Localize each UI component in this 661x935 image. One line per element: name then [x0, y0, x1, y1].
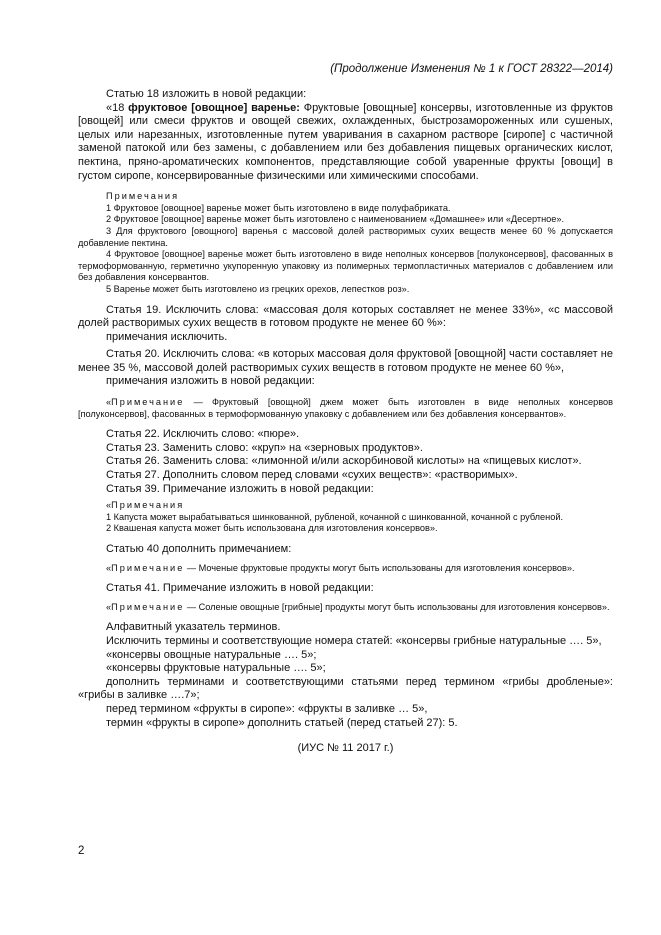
note-prefix: «: [106, 397, 112, 408]
art18-intro: Статью 18 изложить в новой редакции:: [106, 88, 307, 100]
index-line: дополнить терминами и соответствующими статьями перед термином «грибы дробленые»: «грибы в заливке ….7»;: [78, 675, 613, 702]
note-label: Примечание: [111, 562, 185, 573]
index-line: «консервы овощные натуральные …. 5»;: [106, 648, 317, 661]
article-line: Статья 27. Дополнить словом перед словами «сухих веществ»: «растворимых».: [106, 469, 518, 482]
article-line: Статья 39. Примечание изложить в новой редакции:: [106, 482, 374, 495]
article-line: Статья 23. Заменить слово: «круп» на «зерновых продуктов».: [106, 441, 423, 454]
page-number: 2: [78, 845, 85, 857]
def-prefix: «18: [106, 101, 129, 114]
note-prefix: «: [106, 500, 112, 511]
art40-note: [78, 563, 613, 575]
index-line: «консервы фруктовые натуральные …. 5»;: [106, 662, 326, 675]
art40-line: Статью 40 дополнить примечанием:: [106, 543, 292, 555]
note-label: Примечание: [111, 601, 185, 612]
art18-note: 1 Фруктовое [овощное] варенье может быть изготовлено в виде полуфабриката.: [106, 202, 451, 213]
art20-line1: Статья 20. Исключить слова: «в которых массовая доля фруктовой [овощной] части составляет не менее 35 %, массовой долей растворимых сухих веществ в готовом продукте не менее 60 %»,: [78, 348, 613, 374]
note-prefix: «: [106, 562, 112, 573]
art39-note: 1 Капуста может вырабатываться шинкованной, рубленой, кочанной с шинкованной, кочанной с рубленой.: [106, 511, 564, 522]
art18-note: 2 Фруктовое [овощное] варенье может быть изготовлено с наименованием «Домашнее» или «Десертное».: [106, 214, 565, 225]
art18-note: 4 Фруктовое [овощное] варенье может быть изготовлено в виде неполных консервов [полуконсервов], фасованных в термоформованную, герметично укупоренную упаковку из полимерных термопластичных материалов с добавлением или без добавления консервантов.: [78, 249, 613, 283]
note-label: Примечание: [111, 397, 185, 408]
art18-note: 3 Для фруктового [овощного] варенья с массовой долей растворимых сухих веществ менее 60 % допускается добавление пектина.: [78, 225, 613, 248]
note-label: Примечания: [111, 500, 185, 511]
note-text: — Фруктовый [овощной] джем может быть изготовлен в виде неполных консервов [полуконсервов], фасованных в термоформованную упаковку с добавлением или без добавления консервантов».: [78, 397, 613, 419]
note-prefix: «: [106, 601, 112, 612]
document-body: [78, 88, 613, 756]
art19-line1: Статья 19. Исключить слова: «массовая доля которых составляет не менее 33%», «с массовой долей растворимых сухих веществ в готовом продукте не менее 60 %»:: [78, 303, 613, 330]
index-line: Исключить термины и соответствующие номера статей: «консервы грибные натуральные …. 5»,: [106, 634, 602, 647]
note-text: — Соленые овощные [грибные] продукты могут быть использованы для изготовления консервов».: [184, 601, 610, 612]
art19-line2: примечания исключить.: [106, 330, 228, 343]
index-title: Алфавитный указатель терминов.: [106, 621, 281, 634]
ius-reference: (ИУС № 11 2017 г.): [297, 742, 394, 755]
index-line: термин «фрукты в сиропе» дополнить статьей (перед статьей 27): 5.: [106, 716, 458, 729]
page-header: (Продолжение Изменения № 1 к ГОСТ 28322—2014): [330, 63, 613, 75]
def-term: фруктовое [овощное] варенье:: [128, 101, 300, 114]
article-line: Статья 22. Исключить слово: «пюре».: [106, 428, 300, 441]
art20-note: [78, 397, 613, 420]
article-line: Статья 26. Заменить слова: «лимонной и/или аскорбиновой кислоты» на «пищевых кислот».: [106, 455, 582, 468]
def-text: Фруктовые [овощные] консервы, изготовленные из фруктов [овощей] или смеси фруктов и овощей свежих, охлажденных, быстрозамороженных или сушеных, целых или нарезанных, изготовленные путем уваривания в сахарном растворе [сиропе] с частичной заменой патокой или без замены, с добавлением или без добавления пищевых органических кислот, пектина, пряно-ароматических компонентов, представляющие собой уваренные фрукты [овощи] в густом сиропе, консервированные физическими или химическими способами.: [78, 101, 613, 182]
art18-notes-title: Примечания: [106, 191, 180, 202]
art41-line: Статья 41. Примечание изложить в новой редакции:: [106, 582, 374, 595]
art39-note: 2 Квашеная капуста может быть использована для изготовления консервов».: [106, 523, 438, 534]
art18-note: 5 Варенье может быть изготовлено из грецких орехов, лепестков роз».: [106, 283, 410, 294]
art41-note: [78, 602, 613, 614]
note-text: — Моченые фруктовые продукты могут быть использованы для изготовления консервов».: [184, 562, 575, 573]
art39-notes-title: [78, 500, 613, 512]
index-line: перед термином «фрукты в сиропе»: «фрукты в заливке … 5»,: [106, 702, 428, 715]
art20-line2: примечания изложить в новой редакции:: [106, 375, 315, 388]
art18-definition: [78, 102, 613, 184]
